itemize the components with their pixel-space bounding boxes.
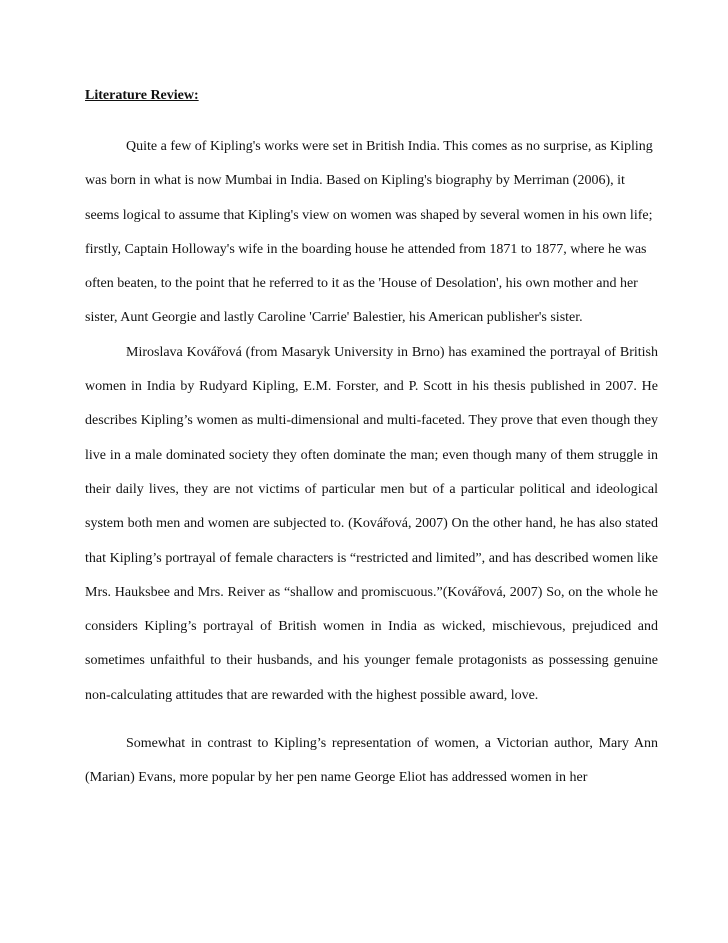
paragraph-george-eliot: Somewhat in contrast to Kipling’s representation of women, a Victorian author, Mary Ann (Marian) Evans, more popular by her pen name George Eliot has addressed women in her [85, 736, 658, 786]
document-body [85, 86, 658, 796]
paragraph-kipling-india: Quite a few of Kipling's works were set in British India. This comes as no surprise, as Kipling was born in what is now Mumbai in India. Based on Kipling's biography by Merriman (2006), it seems logical to assume that Kipling's view on women was shaped by several women in his own life; firstly, Captain Holloway's wife in the boarding house he attended from 1871 to 1877, where he was often beaten, to the point that he referred to it as the 'House of Desolation', his own mother and her sister, Aunt Georgie and lastly Caroline 'Carrie' Balestier, his American publisher's sister. [85, 139, 653, 326]
paragraph-kovarova-thesis: Miroslava Kovářová (from Masaryk University in Brno) has examined the portrayal of British women in India by Rudyard Kipling, E.M. Forster, and P. Scott in his thesis published in 2007. He describes Kipling’s women as multi-dimensional and multi-faceted. They prove that even though they live in a male dominated society they often dominate the man; even though many of them struggle in their daily lives, they are not victims of particular men but of a particular political and ideological system both men and women are subjected to. (Kovářová, 2007) On the other hand, he has also stated that Kipling’s portrayal of female characters is “restricted and limited”, and has described women like Mrs. Hauksbee and Mrs. Reiver as “shallow and promiscuous.”(Kovářová, 2007) So, on the whole he considers Kipling’s portrayal of British women in India as wicked, mischievous, prejudiced and sometimes unfaithful to their husbands, and his younger female protagonists as possessing genuine non-calculating attitudes that are rewarded with the highest possible award, love. [85, 344, 658, 703]
section-heading: Literature Review: [85, 88, 199, 103]
